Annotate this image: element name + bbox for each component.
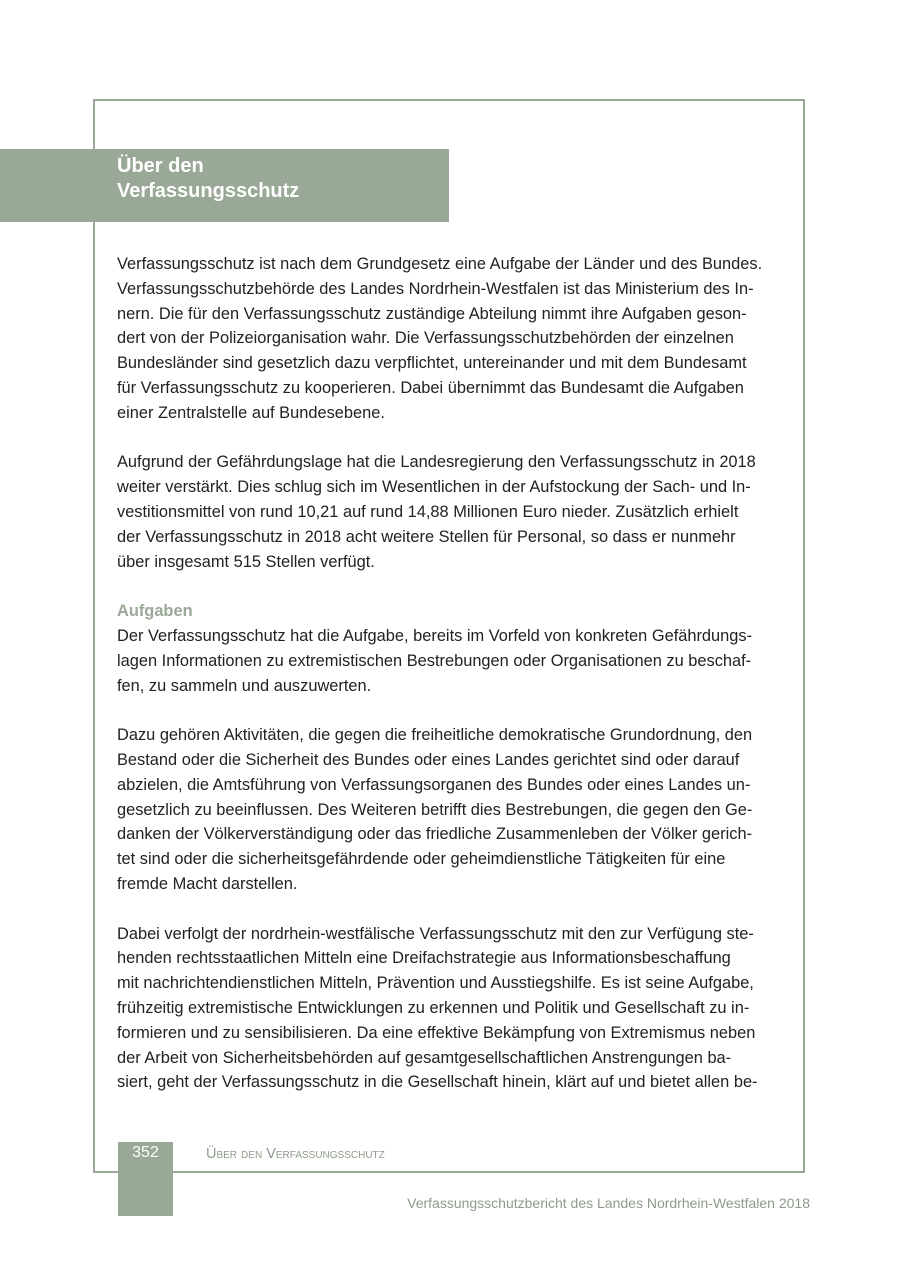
paragraph-gap bbox=[117, 698, 789, 723]
paragraph-gap bbox=[117, 574, 789, 599]
paragraph-gap bbox=[117, 426, 789, 451]
chapter-title-line-1: Über den bbox=[117, 155, 204, 177]
text-line: tet sind oder die sicherheitsgefährdende oder geheimdienstliche Tätigkeiten für eine bbox=[117, 850, 726, 869]
text-line: Bestand oder die Sicherheit des Bundes oder eines Landes gerichtet sind oder darauf bbox=[117, 750, 740, 769]
text-line: Der Verfassungsschutz hat die Aufgabe, bereits im Vorfeld von konkreten Gefährdungs- bbox=[117, 626, 753, 645]
text-line: Verfassungsschutzbehörde des Landes Nordrhein-Westfalen ist das Ministerium des In- bbox=[117, 279, 754, 298]
text-line: Verfassungsschutz ist nach dem Grundgesetz eine Aufgabe der Länder und des Bundes. bbox=[117, 255, 763, 273]
text-line: Bundesländer sind gesetzlich dazu verpflichtet, untereinander und mit dem Bundesamt bbox=[117, 354, 747, 373]
text-line: weiter verstärkt. Dies schlug sich im Wesentlichen in der Aufstockung der Sach- und In- bbox=[117, 478, 751, 497]
text-line: danken der Völkerverständigung oder das friedliche Zusammenleben der Völker gerich- bbox=[117, 825, 753, 844]
publication-title: Verfassungsschutzbericht des Landes Nordrhein-Westfalen 2018 bbox=[407, 1195, 810, 1211]
text-line: über insgesamt 515 Stellen verfügt. bbox=[117, 552, 375, 571]
chapter-title bbox=[117, 154, 437, 204]
text-line: Aufgrund der Gefährdungslage hat die Landesregierung den Verfassungsschutz in 2018 bbox=[117, 453, 756, 472]
subheading-aufgaben: Aufgaben bbox=[117, 602, 193, 621]
paragraph-funding bbox=[117, 450, 789, 574]
text-line: vestitionsmittel von rund 10,21 auf rund 14,88 Millionen Euro nieder. Zusätzlich erhielt bbox=[117, 502, 739, 521]
text-line: fremde Macht darstellen. bbox=[117, 874, 298, 893]
text-line: der Arbeit von Sicherheitsbehörden auf gesamtgesellschaftlichen Anstrengungen ba- bbox=[117, 1048, 732, 1067]
text-line: Dabei verfolgt der nordrhein-westfälische Verfassungsschutz mit den zur Verfügung ste- bbox=[117, 924, 754, 943]
text-line: fen, zu sammeln und auszuwerten. bbox=[117, 676, 372, 695]
text-line: lagen Informationen zu extremistischen Bestrebungen oder Organisationen zu beschaf- bbox=[117, 651, 752, 670]
paragraph-gap bbox=[117, 897, 789, 922]
text-line: gesetzlich zu beeinflussen. Des Weiteren betrifft dies Bestrebungen, die gegen den Ge- bbox=[117, 800, 753, 819]
text-line: einer Zentralstelle auf Bundesebene. bbox=[117, 403, 385, 422]
page-number: 352 bbox=[132, 1144, 159, 1161]
text-line: für Verfassungsschutz zu kooperieren. Dabei übernimmt das Bundesamt die Aufgaben bbox=[117, 378, 744, 397]
text-line: siert, geht der Verfassungsschutz in die Gesellschaft hinein, klärt auf und bietet allen be- bbox=[117, 1073, 758, 1092]
paragraph-tasks bbox=[117, 624, 789, 698]
text-line: nern. Die für den Verfassungsschutz zuständige Abteilung nimmt ihre Aufgaben geson- bbox=[117, 304, 747, 323]
paragraph-strategy bbox=[117, 922, 789, 1096]
text-line: Dazu gehören Aktivitäten, die gegen die freiheitliche demokratische Grundordnung, den bbox=[117, 726, 753, 745]
paragraph-intro bbox=[117, 252, 789, 426]
text-line: frühzeitig extremistische Entwicklungen zu erkennen und Politik und Gesellschaft zu in- bbox=[117, 998, 750, 1017]
chapter-title-line-2: Verfassungsschutz bbox=[117, 180, 300, 202]
body-text bbox=[117, 252, 789, 1095]
text-line: henden rechtsstaatlichen Mitteln eine Dreifachstrategie aus Informationsbeschaffung bbox=[117, 949, 731, 968]
paragraph-activities bbox=[117, 723, 789, 897]
text-line: dert von der Polizeiorganisation wahr. Die Verfassungsschutzbehörden der einzelnen bbox=[117, 329, 734, 348]
text-line: formieren und zu sensibilisieren. Da eine effektive Bekämpfung von Extremismus neben bbox=[117, 1023, 756, 1042]
text-line: abzielen, die Amtsführung von Verfassungsorganen des Bundes oder eines Landes un- bbox=[117, 775, 751, 794]
text-line: mit nachrichtendienstlichen Mitteln, Prävention und Ausstiegshilfe. Es ist seine Aufgabe, bbox=[117, 974, 754, 993]
text-line: der Verfassungsschutz in 2018 acht weitere Stellen für Personal, so dass er nunmehr bbox=[117, 527, 736, 546]
running-head: Über den Verfassungsschutz bbox=[206, 1146, 385, 1162]
